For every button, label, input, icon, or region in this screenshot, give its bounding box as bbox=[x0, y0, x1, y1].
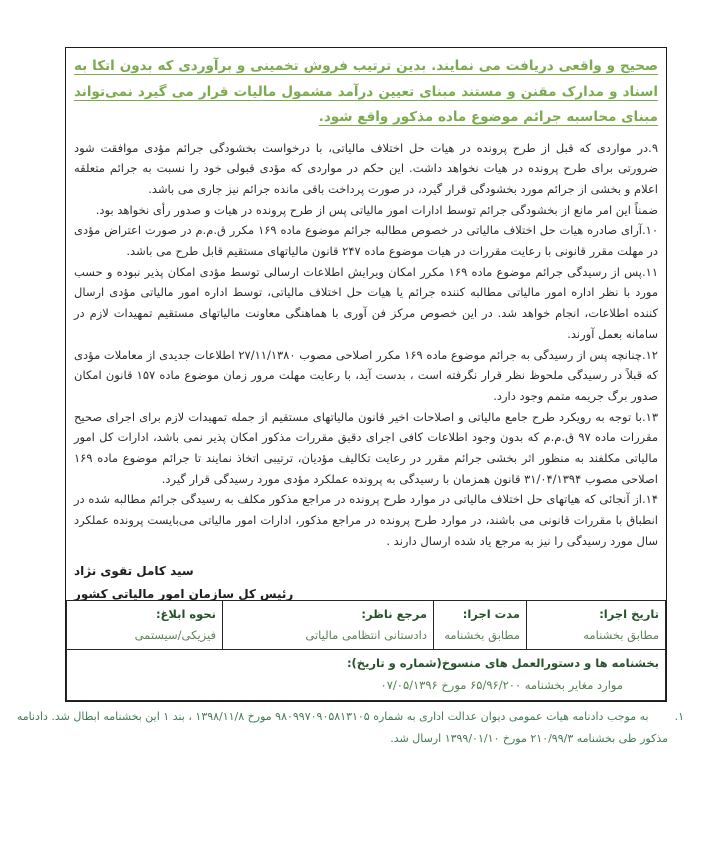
repealed-circulars-label: بخشنامه ها و دستورالعمل های منسوخ(شماره و تاریخ): bbox=[346, 656, 659, 670]
paragraph-clause-9-note: ضمناً این امر مانع از بخشودگی جرائم توسط ادارات امور مالیاتی پس از طرح پرونده در هیات و صدور رأی نخواهد بود. bbox=[95, 202, 658, 217]
exec-duration-label: مدت اجرا: bbox=[462, 607, 520, 621]
exec-duration-cell bbox=[434, 601, 527, 650]
highlighted-ruling-text: صحیح و واقعی دریافت می نمایند. بدین ترتیب فروش تخمینی و برآوردی که بدون اتکا به اسناد و مدارک مقنن و مستند مبنای تعیین درآمد مشمول مالیات قرار می گیرد نمی‌تواند مبنای محاسبه جرائم موضوع ماده مذکور واقع شود. bbox=[74, 58, 658, 125]
paragraph-clause-14: ۱۴.از آنجائی که هیاتهای حل اختلاف مالیاتی در موارد طرح پرونده در مراجع مذکور مکلف به رسیدگی جرائم مطالبه شده در انطباق با مقررات قانونی می باشند، در موارد طرح پرونده در مراجع مذکور، ادارات امور مالیاتی می‌بایست پرونده عملکرد سال مورد رسیدگی را نیز به مرجع یاد شده ارسال دارند . bbox=[74, 492, 658, 548]
footnote bbox=[16, 706, 684, 749]
repealed-circulars-cell bbox=[67, 650, 666, 701]
circular-document bbox=[65, 47, 667, 702]
paragraph-clause-9: ۹.در مواردی که قبل از طرح پرونده در هیات حل اختلاف مالیاتی، با درخواست بخشودگی جرائم مؤدی موافقت شود ضرورتی برای طرح پرونده در هیات نخواهد داشت. این حکم در مواردی که مؤدی قبولی خود را نسبت به جرائم متعلقه اعلام و بخشی از جرائم مورد بخشودگی قرار گیرد، در صورت پرداخت باقی مانده جرائم نیز جاری می باشد. bbox=[74, 140, 658, 196]
circular-content bbox=[66, 48, 666, 600]
exec-date-value: مطابق بخشنامه bbox=[583, 628, 659, 642]
info-table-header-row bbox=[67, 601, 666, 650]
notification-method-cell bbox=[67, 601, 223, 650]
signature-name: سید کامل تقوی نژاد bbox=[74, 563, 194, 578]
signature-block bbox=[74, 560, 656, 600]
circular-clauses bbox=[74, 138, 658, 552]
exec-date-label: تاریخ اجرا: bbox=[599, 607, 659, 621]
paragraph-clause-10: ۱۰.آرای صادره هیات حل اختلاف مالیاتی در خصوص مطالبه جرائم موضوع ماده ۱۶۹ مکرر ق.م.م در صورت اعتراض مؤدی در مهلت مقرر قانونی با رعایت مقررات در هیات موضوع ماده ۲۴۷ قانون مالیاتهای مستقیم قابل طرح می باشد. bbox=[74, 223, 658, 259]
supervisor-authority-cell bbox=[223, 601, 434, 650]
paragraph-clause-12: ۱۲.چنانچه پس از رسیدگی به جرائم موضوع ماده ۱۶۹ مکرر اصلاحی مصوب ۲۷/۱۱/۱۳۸۰ اطلاعات جدیدی از معاملات مؤدی که قبلاً در رسیدگی ملحوظ نظر قرار نگرفته است ، بدست آید، با رعایت مهلت مرور زمان موضوع ماده ۱۵۷ قانون امکان صدور برگ جریمه متمم وجود دارد. bbox=[74, 347, 658, 403]
exec-duration-value: مطابق بخشنامه bbox=[444, 628, 520, 642]
notification-method-label: نحوه ابلاغ: bbox=[155, 607, 216, 621]
paragraph-clause-13: ۱۳.با توجه به رویکرد طرح جامع مالیاتی و اصلاحات اخیر قانون مالیاتهای مستقیم از جمله تمهیدات لازم برای اجرای صحیح مقررات ماده ۹۷ ق.م.م که بدون وجود اطلاعات کافی اجرای دقیق مقررات مذکور امکان پذیر نمی باشد، ادارات کل امور مالیاتی مکلفند به منظور اثر بخشی جرائم مقرر در رعایت تکالیف مؤدیان، ترتیبی اتخاذ نمایند تا جرائم موضوع ماده ۱۶۹ اصلاحی مصوب ۳۱/۰۴/۱۳۹۴ قانون همزمان با رسیدگی به پرونده عملکرد مؤدی مورد رسیدگی قرار گیرد. bbox=[74, 409, 658, 486]
repealed-circulars-value: موارد مغایر بخشنامه ۶۵/۹۶/۲۰۰ مورخ ۰۷/۰۵/۱۳۹۶ bbox=[380, 678, 623, 692]
exec-date-cell bbox=[527, 601, 666, 650]
supervisor-authority-value: دادستانی انتظامی مالیاتی bbox=[305, 628, 427, 642]
footnote-line-2: مذکور طی بخشنامه ۲۱۰/۹۹/۳ مورخ ۱۳۹۹/۰۱/۱۰ ارسال شد. bbox=[390, 731, 668, 745]
repealed-circulars-row bbox=[67, 650, 666, 701]
footnote-line-1 bbox=[16, 706, 684, 728]
footnote-text-1: به موجب دادنامه هیات عمومی دیوان عدالت اداری به شماره ۹۸۰۹۹۷۰۹۰۵۸۱۳۱۰۵ مورخ ۱۳۹۸/۱۱/۸ ، بند ۱ این بخشنامه ابطال شد. دادنامه bbox=[16, 710, 649, 723]
paragraph-clause-11: ۱۱.پس از رسیدگی جرائم موضوع ماده ۱۶۹ مکرر امکان ویرایش اطلاعات ارسالی توسط مؤدی امکان پذیر نبوده و حسب مورد با نظر اداره امور مالیاتی مطالبه کننده جرائم یا هیات حل اختلاف مالیاتی، توسط اداره امور مالیاتی مؤدی ارسال کننده اطلاعات، انجام خواهد شد. در این خصوص مرکز فن آوری با هماهنگی معاونت مالیاتهای مستقیم تمهیدات لازم در سامانه بعمل آورند. bbox=[74, 264, 659, 341]
signature-title: رئیس کل سازمان امور مالیاتی کشور bbox=[74, 586, 294, 600]
supervisor-authority-label: مرجع ناظر: bbox=[361, 607, 427, 621]
footnote-number: ۱. bbox=[674, 710, 684, 723]
notification-method-value: فیزیکی/سیستمی bbox=[134, 628, 216, 642]
circular-info-table bbox=[66, 600, 666, 701]
